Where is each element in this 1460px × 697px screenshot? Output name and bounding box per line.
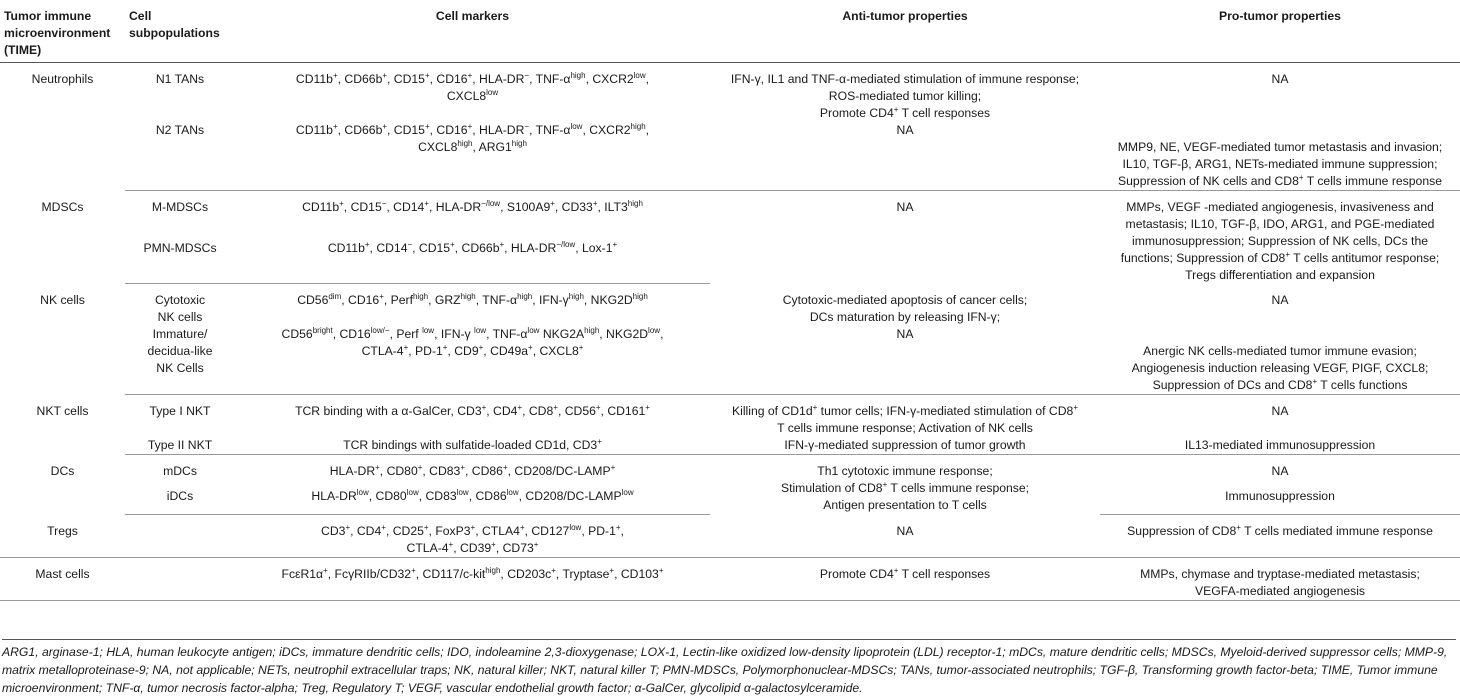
subpopulation-cell: [125, 523, 235, 558]
pro-tumor-cell: NA: [1271, 464, 1289, 478]
pro-tumor-cell: NA: [1271, 404, 1289, 418]
group-name: Tregs: [0, 523, 125, 558]
cell-markers-cell: CD11b+, CD66b+, CD15+, CD16+, HLA-DR−, TNF-$\alpha^{high}$, $CXCR2^{low}$, $CXCL8^{low}$: [295, 70, 650, 103]
pro-tumor-cell: IL13-mediated immunosuppression: [1100, 437, 1460, 455]
table-row: [0, 463, 1460, 488]
cell-markers-cell: CD11b+, CD15−, CD14+, HLA-$DR^{-/low}$, S100A9+, CD33+, $ILT3^{high}$: [302, 198, 643, 214]
anti-tumor-cell: Killing of CD1d+ tumor cells; IFN-γ-mediated stimulation of CD8+ T cells immune response; Activation of NK cells: [732, 403, 1078, 435]
subpopulation-cell: mDCs: [163, 464, 197, 478]
pro-tumor-cell: MMP9, NE, VEGF-mediated tumor metastasis and invasion; IL10, TGF-β, ARG1, NETs-mediated immune suppression; Suppression of NK cells and CD8+ T cells immune response: [1100, 122, 1460, 191]
anti-tumor-cell: IFN-γ-mediated suppression of tumor growth: [710, 437, 1100, 455]
header-cell-markers: Cell markers: [435, 9, 510, 23]
subpopulation-cell: N2 TANs: [125, 122, 235, 191]
pro-tumor-cell: Suppression of CD8+ T cells mediated immune response: [1100, 523, 1460, 558]
table-row: [0, 199, 1460, 241]
group-name: DCs: [50, 464, 75, 478]
table-row: [0, 566, 1460, 601]
subpopulation-cell: M-MDSCs: [151, 199, 209, 214]
cell-markers-cell: CD3+, CD4+, CD25+, FoxP3+, CTLA4+, $CD127^{low}$, PD-1+, CTLA-4+, CD39+, CD73+: [235, 523, 710, 558]
header-time: Tumor immune microenvironment (TIME): [4, 9, 111, 57]
group-name: NK cells: [40, 293, 85, 307]
anti-tumor-cell: NA: [896, 199, 914, 214]
cell-markers-cell: CD11b+, CD66b+, CD15+, CD16+, HLA-DR−, TNF-$\alpha^{low}$, $CXCR2^{high}$, $CXCL8^{high}$, $ARG1^{high}$: [235, 122, 710, 191]
cell-markers-cell: TCR binding with a α-GalCer, CD3+, CD4+, CD8+, CD56+, CD161+: [295, 403, 650, 418]
subpopulation-cell: [125, 566, 235, 601]
table-row: [0, 71, 1460, 122]
cell-markers-cell: HLA-$DR^{low}$, $CD80^{low}$, $CD83^{low}$, $CD86^{low}$, $CD208/DC-LAMP^{low}$: [235, 488, 710, 514]
subpopulation-cell: iDCs: [125, 488, 235, 514]
anti-tumor-cell: NA: [710, 326, 1100, 395]
table-row: [0, 437, 1460, 455]
header-subpopulations: Cell subpopulations: [129, 9, 220, 40]
table-row: [0, 403, 1460, 437]
subpopulation-cell: Type II NKT: [125, 437, 235, 455]
subpopulation-cell: Immature/ decidua-like NK Cells: [125, 326, 235, 395]
group-name: MDSCs: [41, 199, 84, 214]
subpopulation-cell: Cytotoxic NK cells: [154, 293, 206, 324]
table-row: [0, 523, 1460, 558]
anti-tumor-cell: Th1 cytotoxic immune response; Stimulation of CD8+ T cells immune response; Antigen presentation to T cells: [780, 464, 1030, 512]
pro-tumor-cell: NA: [1271, 293, 1289, 307]
table-row: [0, 122, 1460, 191]
subpopulation-cell: PMN-MDSCs: [125, 240, 235, 283]
group-name: NKT cells: [36, 404, 89, 418]
cell-markers-cell: $CD56^{bright}$, $CD16^{low/-}$, Perf $^{low}$, IFN-γ $^{low}$, TNF-$\alpha^{low}$ $NKG2A^{high}$, $NKG2D^{low}$, CTLA-4+, PD-1+, CD9+, CD49a+, CXCL8+: [235, 326, 710, 395]
anti-tumor-cell: NA: [710, 122, 1100, 191]
table-body: [0, 62, 1460, 600]
cell-markers-cell: HLA-DR+, CD80+, CD83+, CD86+, CD208/DC-LAMP+: [329, 463, 616, 478]
pro-tumor-cell: Anergic NK cells-mediated tumor immune evasion; Angiogenesis induction releasing VEGF, PIGF, CXCL8; Suppression of DCs and CD8+ T cells functions: [1100, 326, 1460, 395]
pro-tumor-cell: NA: [1271, 71, 1289, 86]
group-name: Mast cells: [0, 566, 125, 601]
pro-tumor-cell: MMPs, chymase and tryptase-mediated metastasis; VEGFA-mediated angiogenesis: [1100, 566, 1460, 601]
pro-tumor-cell: Immunosuppression: [1100, 488, 1460, 514]
group-name: Neutrophils: [31, 71, 94, 86]
subpopulation-cell: N1 TANs: [155, 71, 205, 86]
header-anti-tumor: Anti-tumor properties: [842, 9, 968, 23]
anti-tumor-cell: Cytotoxic-mediated apoptosis of cancer cells; DCs maturation by releasing IFN-γ;: [782, 293, 1028, 324]
table-row: [0, 326, 1460, 395]
header-pro-tumor: Pro-tumor properties: [1219, 9, 1341, 23]
cell-markers-cell: CD11b+, CD14−, CD15+, CD66b+, HLA-$DR^{-/low}$, Lox-1+: [235, 240, 710, 283]
table-row: [0, 292, 1460, 326]
table-header-row: [0, 0, 1460, 62]
cell-markers-cell: FcεR1α+, FcγRIIb/CD32+, CD117/c-kit$^{high}$, CD203c+, Tryptase+, CD103+: [235, 566, 710, 601]
anti-tumor-cell: IFN-γ, IL1 and TNF-α-mediated stimulation of immune response; ROS-mediated tumor killing; Promote CD4+ T cell responses: [730, 71, 1080, 120]
subpopulation-cell: Type I NKT: [149, 404, 211, 418]
table-footnote: ARG1, arginase-1; HLA, human leukocyte antigen; iDCs, immature dendritic cells; IDO, indoleamine 2,3-dioxygenase; LOX-1, Lectin-like oxidized low-density lipoprotein (LDL) receptor-1; mDCs, mature dendritic cells; MDSCs, Myeloid-derived suppressor cells; MMP-9, matrix metalloproteinase-9; NA, not applicable; NETs, neutrophil extracellular traps; NK, natural killer; NKT, natural killer T; PMN-MDSCs, Polymorphonuclear-MDSCs; TANs, tumor-associated neutrophils; TGF-β, Transforming growth factor-beta; TIME, Tumor immune microenvironment; TNF-α, tumor necrosis factor-alpha; Treg, Regulatory T; VEGF, vascular endothelial growth factor; α-GalCer, glycolipid α-galactosylceramide.: [2, 639, 1456, 697]
pro-tumor-cell: MMPs, VEGF -mediated angiogenesis, invasiveness and metastasis; IL10, TGF-β, IDO, ARG1, and PGE-mediated immunosuppression; Suppression of NK cells, DCs the functions; Suppression of CD8+ T cells antitumor response; Tregs differentiation and expansion: [1120, 199, 1440, 282]
cell-markers-cell: $CD56^{dim}$, CD16+, Perf$^{high}$, $GRZ^{high}$, TNF-$\alpha^{high}$, IFN-$\gamma^{high}$, $NKG2D^{high}$: [297, 292, 648, 307]
cell-markers-cell: TCR bindings with sulfatide-loaded CD1d, CD3+: [235, 437, 710, 455]
anti-tumor-cell: Promote CD4+ T cell responses: [710, 566, 1100, 601]
anti-tumor-cell: NA: [710, 523, 1100, 558]
